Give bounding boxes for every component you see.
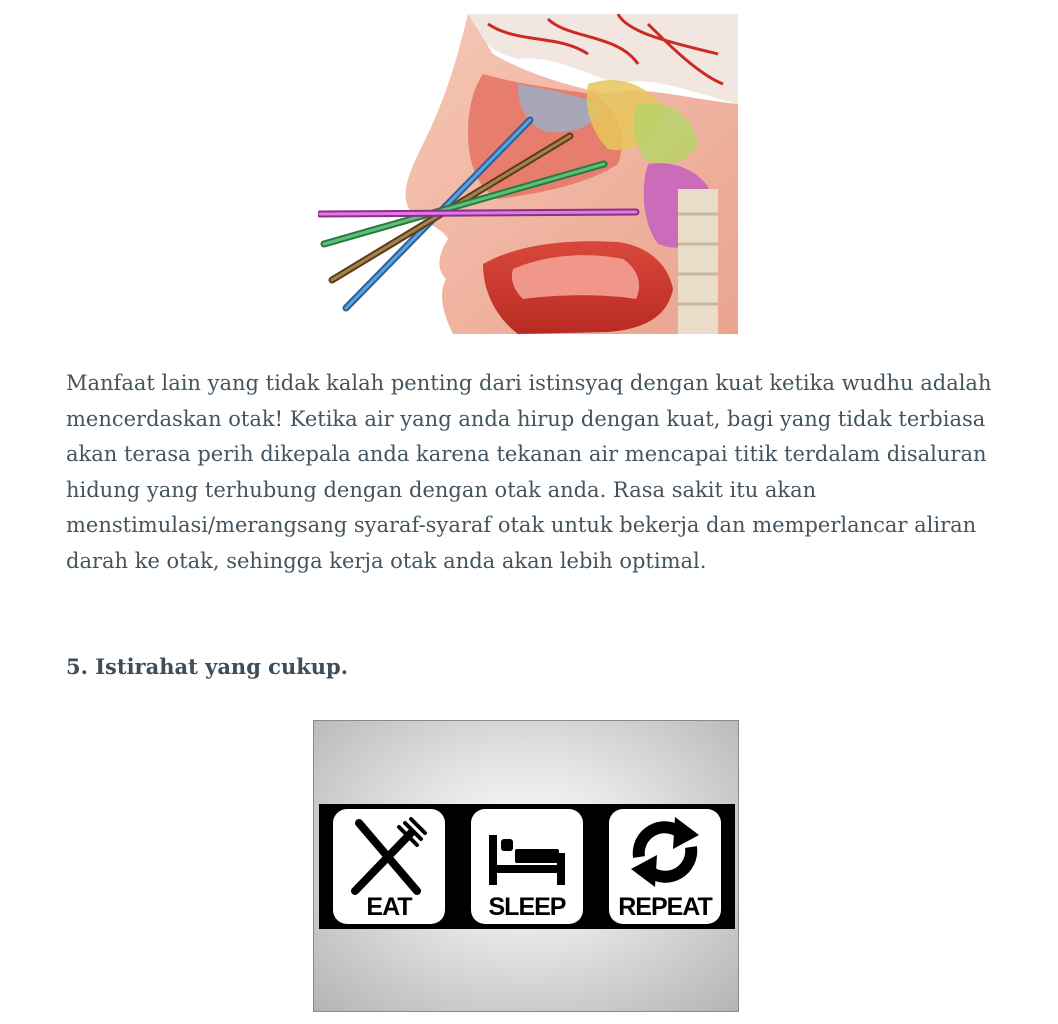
bed-icon xyxy=(471,809,583,895)
sleep-tile xyxy=(471,809,583,924)
article-paragraph: Manfaat lain yang tidak kalah penting dari istinsyaq dengan kuat ketika wudhu adalah mencerdaskan otak! Ketika air yang anda hirup dengan kuat, bagi yang tidak terbiasa akan terasa perih dikepala anda karena tekanan air mencapai titik terdalam disaluran hidung yang terhubung dengan dengan otak anda. Rasa sakit itu akan menstimulasi/merangsang syaraf-syaraf otak untuk bekerja dan memperlancar aliran darah ke otak, sehingga kerja otak anda akan lebih optimal. xyxy=(66,371,992,573)
nasal-anatomy-drawing xyxy=(318,14,738,334)
fork-knife-icon xyxy=(333,809,445,895)
refresh-arrows-icon xyxy=(609,809,721,895)
eat-tile xyxy=(333,809,445,924)
repeat-label: REPEAT xyxy=(618,893,712,921)
repeat-tile xyxy=(609,809,721,924)
nasal-anatomy-illustration xyxy=(318,14,738,334)
eat-label: EAT xyxy=(366,893,412,921)
sleep-label: SLEEP xyxy=(488,893,566,921)
black-band xyxy=(319,804,735,929)
eat-sleep-repeat-image xyxy=(313,720,739,1012)
section-heading: 5. Istirahat yang cukup. xyxy=(66,654,349,679)
